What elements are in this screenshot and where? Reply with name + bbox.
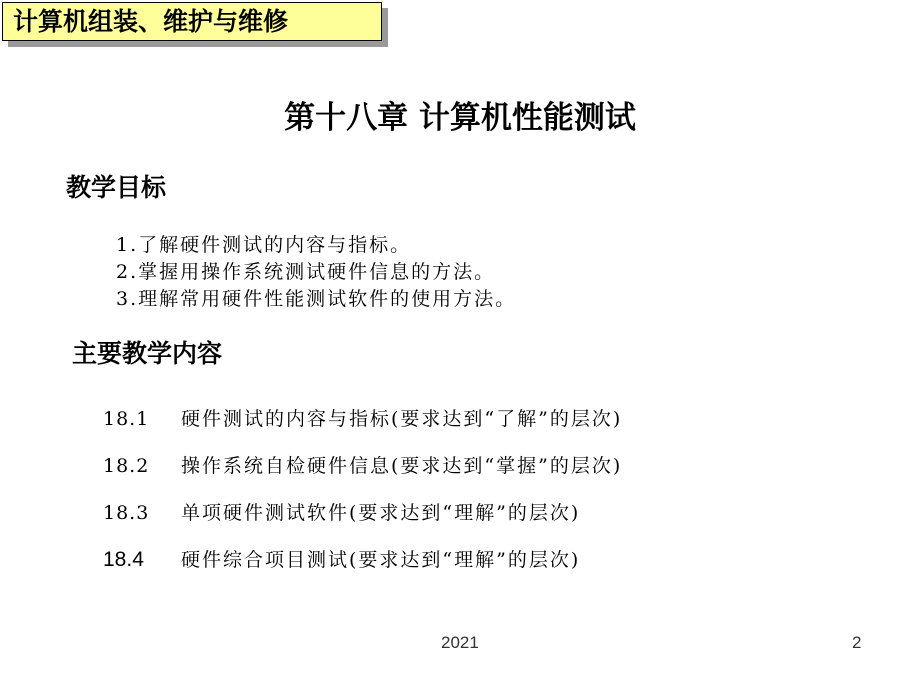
content-item-number: 18.4: [103, 548, 144, 571]
objectives-list: [116, 232, 516, 313]
content-item: [103, 543, 622, 590]
content-item-text: 硬件综合项目测试(要求达到“理解”的层次): [181, 549, 581, 571]
objective-item: 3.理解常用硬件性能测试软件的使用方法。: [116, 288, 517, 310]
content-item: [103, 402, 622, 449]
content-item-number: 18.2: [103, 455, 150, 477]
content-item-number: 18.1: [103, 408, 150, 430]
main-content-heading: 主要教学内容: [72, 339, 223, 368]
content-item-text: 操作系统自检硬件信息(要求达到“掌握”的层次): [181, 455, 623, 477]
content-item-text: 硬件测试的内容与指标(要求达到“了解”的层次): [181, 408, 623, 430]
objective-item: 1.了解硬件测试的内容与指标。: [116, 234, 412, 256]
content-item: [103, 449, 622, 496]
content-item-number: 18.3: [103, 502, 150, 524]
footer-year: 2021: [441, 633, 479, 652]
course-title-box: [2, 2, 382, 41]
objective-item: 2.掌握用操作系统测试硬件信息的方法。: [116, 261, 496, 283]
chapter-title: 第十八章 计算机性能测试: [284, 100, 636, 136]
content-item-text: 单项硬件测试软件(要求达到“理解”的层次): [181, 502, 581, 524]
page-number: 2: [852, 633, 862, 652]
course-title: 计算机组装、维护与维修: [13, 7, 289, 36]
main-content-list: [103, 402, 622, 590]
objectives-heading: 教学目标: [66, 173, 167, 202]
content-item: [103, 496, 622, 543]
